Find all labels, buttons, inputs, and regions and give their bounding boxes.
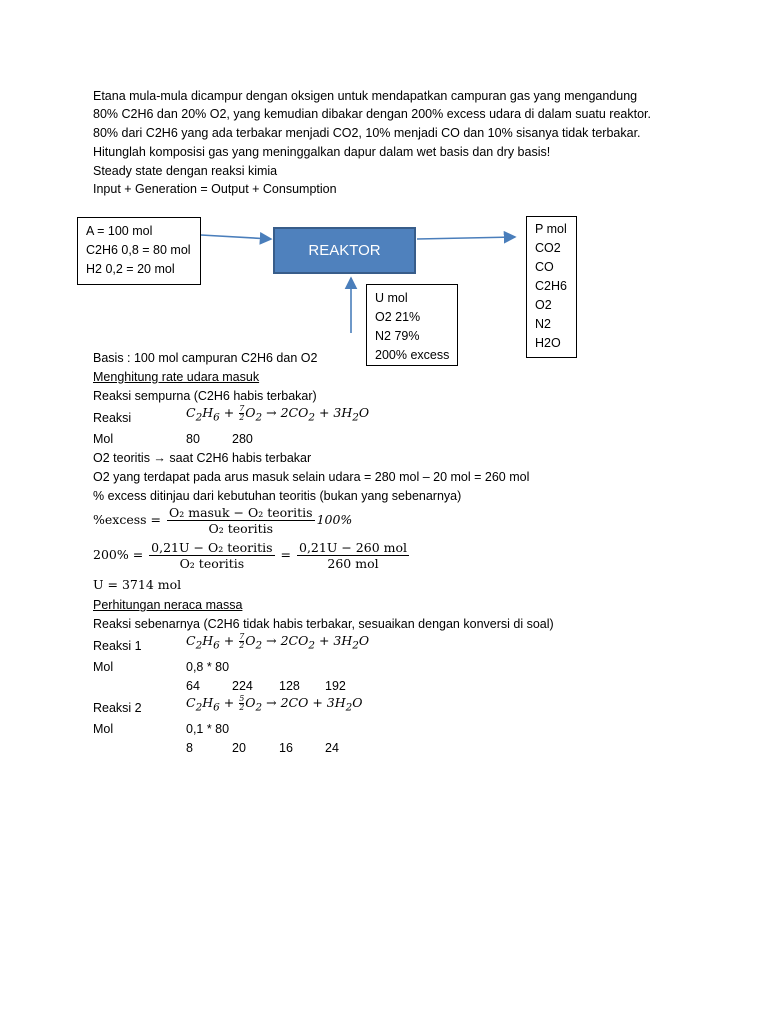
- output-stream-line: CO: [535, 260, 554, 274]
- mol-label: Mol: [93, 660, 114, 674]
- air-stream-line: 200% excess: [375, 348, 450, 362]
- intro-line-2: 80% C2H6 dan 20% O2, yang kemudian dibakar dengan 200% excess udara di dalam suatu reaktor.: [93, 107, 651, 121]
- input-stream-line: A = 100 mol: [86, 224, 153, 238]
- reaksi-2-label: Reaksi 2: [93, 701, 142, 715]
- mol-value: 280: [232, 432, 253, 446]
- intro-line-1: Etana mula-mula dicampur dengan oksigen untuk mendapatkan campuran gas yang mengandung: [93, 89, 638, 103]
- air-stream-line: N2 79%: [375, 329, 420, 343]
- mol-label: Mol: [93, 722, 114, 736]
- mol-value: 16: [279, 741, 293, 755]
- output-stream-line: CO2: [535, 241, 561, 255]
- mol-value: 64: [186, 679, 200, 693]
- stoich-fraction: $\frac{7}{2}$: [239, 632, 245, 650]
- reaksi-sempurna-line: Reaksi sempurna (C2H6 habis terbakar): [93, 389, 317, 403]
- mol-label: Mol: [93, 432, 114, 446]
- output-stream-line: H2O: [535, 336, 561, 350]
- equation-u-result: U = 3714 mol: [93, 577, 182, 592]
- mol-value: 8: [186, 741, 193, 755]
- output-stream-line: C2H6: [535, 279, 567, 293]
- equation-excess: %excess = $\frac{\text{O₂ masuk − O₂ teoritis}}{\text{O₂ teoritis}}$ 100%: [93, 505, 353, 536]
- intro-line-6: Input + Generation = Output + Consumption: [93, 182, 337, 196]
- mol-value: 192: [325, 679, 346, 693]
- input-stream-line: H2 0,2 = 20 mol: [86, 262, 175, 276]
- mol-value: 24: [325, 741, 339, 755]
- mol-value: 20: [232, 741, 246, 755]
- output-stream-line: P mol: [535, 222, 567, 236]
- stoich-fraction: $\frac{7}{2}$: [239, 404, 245, 422]
- reaction-equation-1: $C_2H_6$ + $\frac{7}{2}$ $O_2 \to 2CO_2 + 3H_2O$: [186, 632, 370, 652]
- reaction-equation-2: $C_2H_6$ + $\frac{5}{2}$ $O_2 \to 2CO + 3H_2O$: [186, 694, 363, 714]
- arrow-input-to-reactor: [201, 235, 271, 239]
- stoich-fraction: $\frac{5}{2}$: [239, 694, 245, 712]
- mol-expression: 0,8 * 80: [186, 660, 230, 674]
- output-stream-line: N2: [535, 317, 551, 331]
- reaction-equation-0: $C_2H_6$ + $\frac{7}{2}$ $O_2 \to 2CO_2 + 3H_2O$: [186, 404, 370, 424]
- arrow-reactor-to-output: [417, 237, 515, 239]
- output-stream-line: O2: [535, 298, 552, 312]
- o2-masuk-line: O2 yang terdapat pada arus masuk selain udara = 280 mol – 20 mol = 260 mol: [93, 470, 530, 484]
- reactor-label: REAKTOR: [308, 242, 381, 259]
- heading-neraca-massa: Perhitungan neraca massa: [93, 598, 243, 612]
- air-stream-line: U mol: [375, 291, 408, 305]
- air-stream-line: O2 21%: [375, 310, 421, 324]
- intro-line-3: 80% dari C2H6 yang ada terbakar menjadi CO2, 10% menjadi CO dan 10% sisanya tidak terbakar.: [93, 126, 641, 140]
- intro-line-5: Steady state dengan reaksi kimia: [93, 164, 278, 178]
- heading-udara-masuk: Menghitung rate udara masuk: [93, 370, 260, 384]
- basis-line: Basis : 100 mol campuran C2H6 dan O2: [93, 351, 318, 365]
- mol-expression: 0,1 * 80: [186, 722, 230, 736]
- o2-teoritis-line: O2 teoritis → saat C2H6 habis terbakar: [93, 451, 312, 465]
- reaksi-label: Reaksi: [93, 411, 132, 425]
- input-stream-line: C2H6 0,8 = 80 mol: [86, 243, 191, 257]
- mol-value: 128: [279, 679, 300, 693]
- mol-value: 80: [186, 432, 200, 446]
- intro-line-4: Hitunglah komposisi gas yang meninggalkan dapur dalam wet basis dan dry basis!: [93, 145, 551, 159]
- equation-200-excess: 200% = $\frac{\text{0,21U − O₂ teoritis}}{\text{O₂ teoritis}}$ = $\frac{\text{0,21U − 260 mol}}{\text{260 mol}}$: [93, 540, 407, 571]
- excess-note: % excess ditinjau dari kebutuhan teoritis (bukan yang sebenarnya): [93, 489, 462, 503]
- reaksi-1-label: Reaksi 1: [93, 639, 142, 653]
- reaksi-sebenarnya-line: Reaksi sebenarnya (C2H6 tidak habis terbakar, sesuaikan dengan konversi di soal): [93, 617, 554, 631]
- mol-value: 224: [232, 679, 253, 693]
